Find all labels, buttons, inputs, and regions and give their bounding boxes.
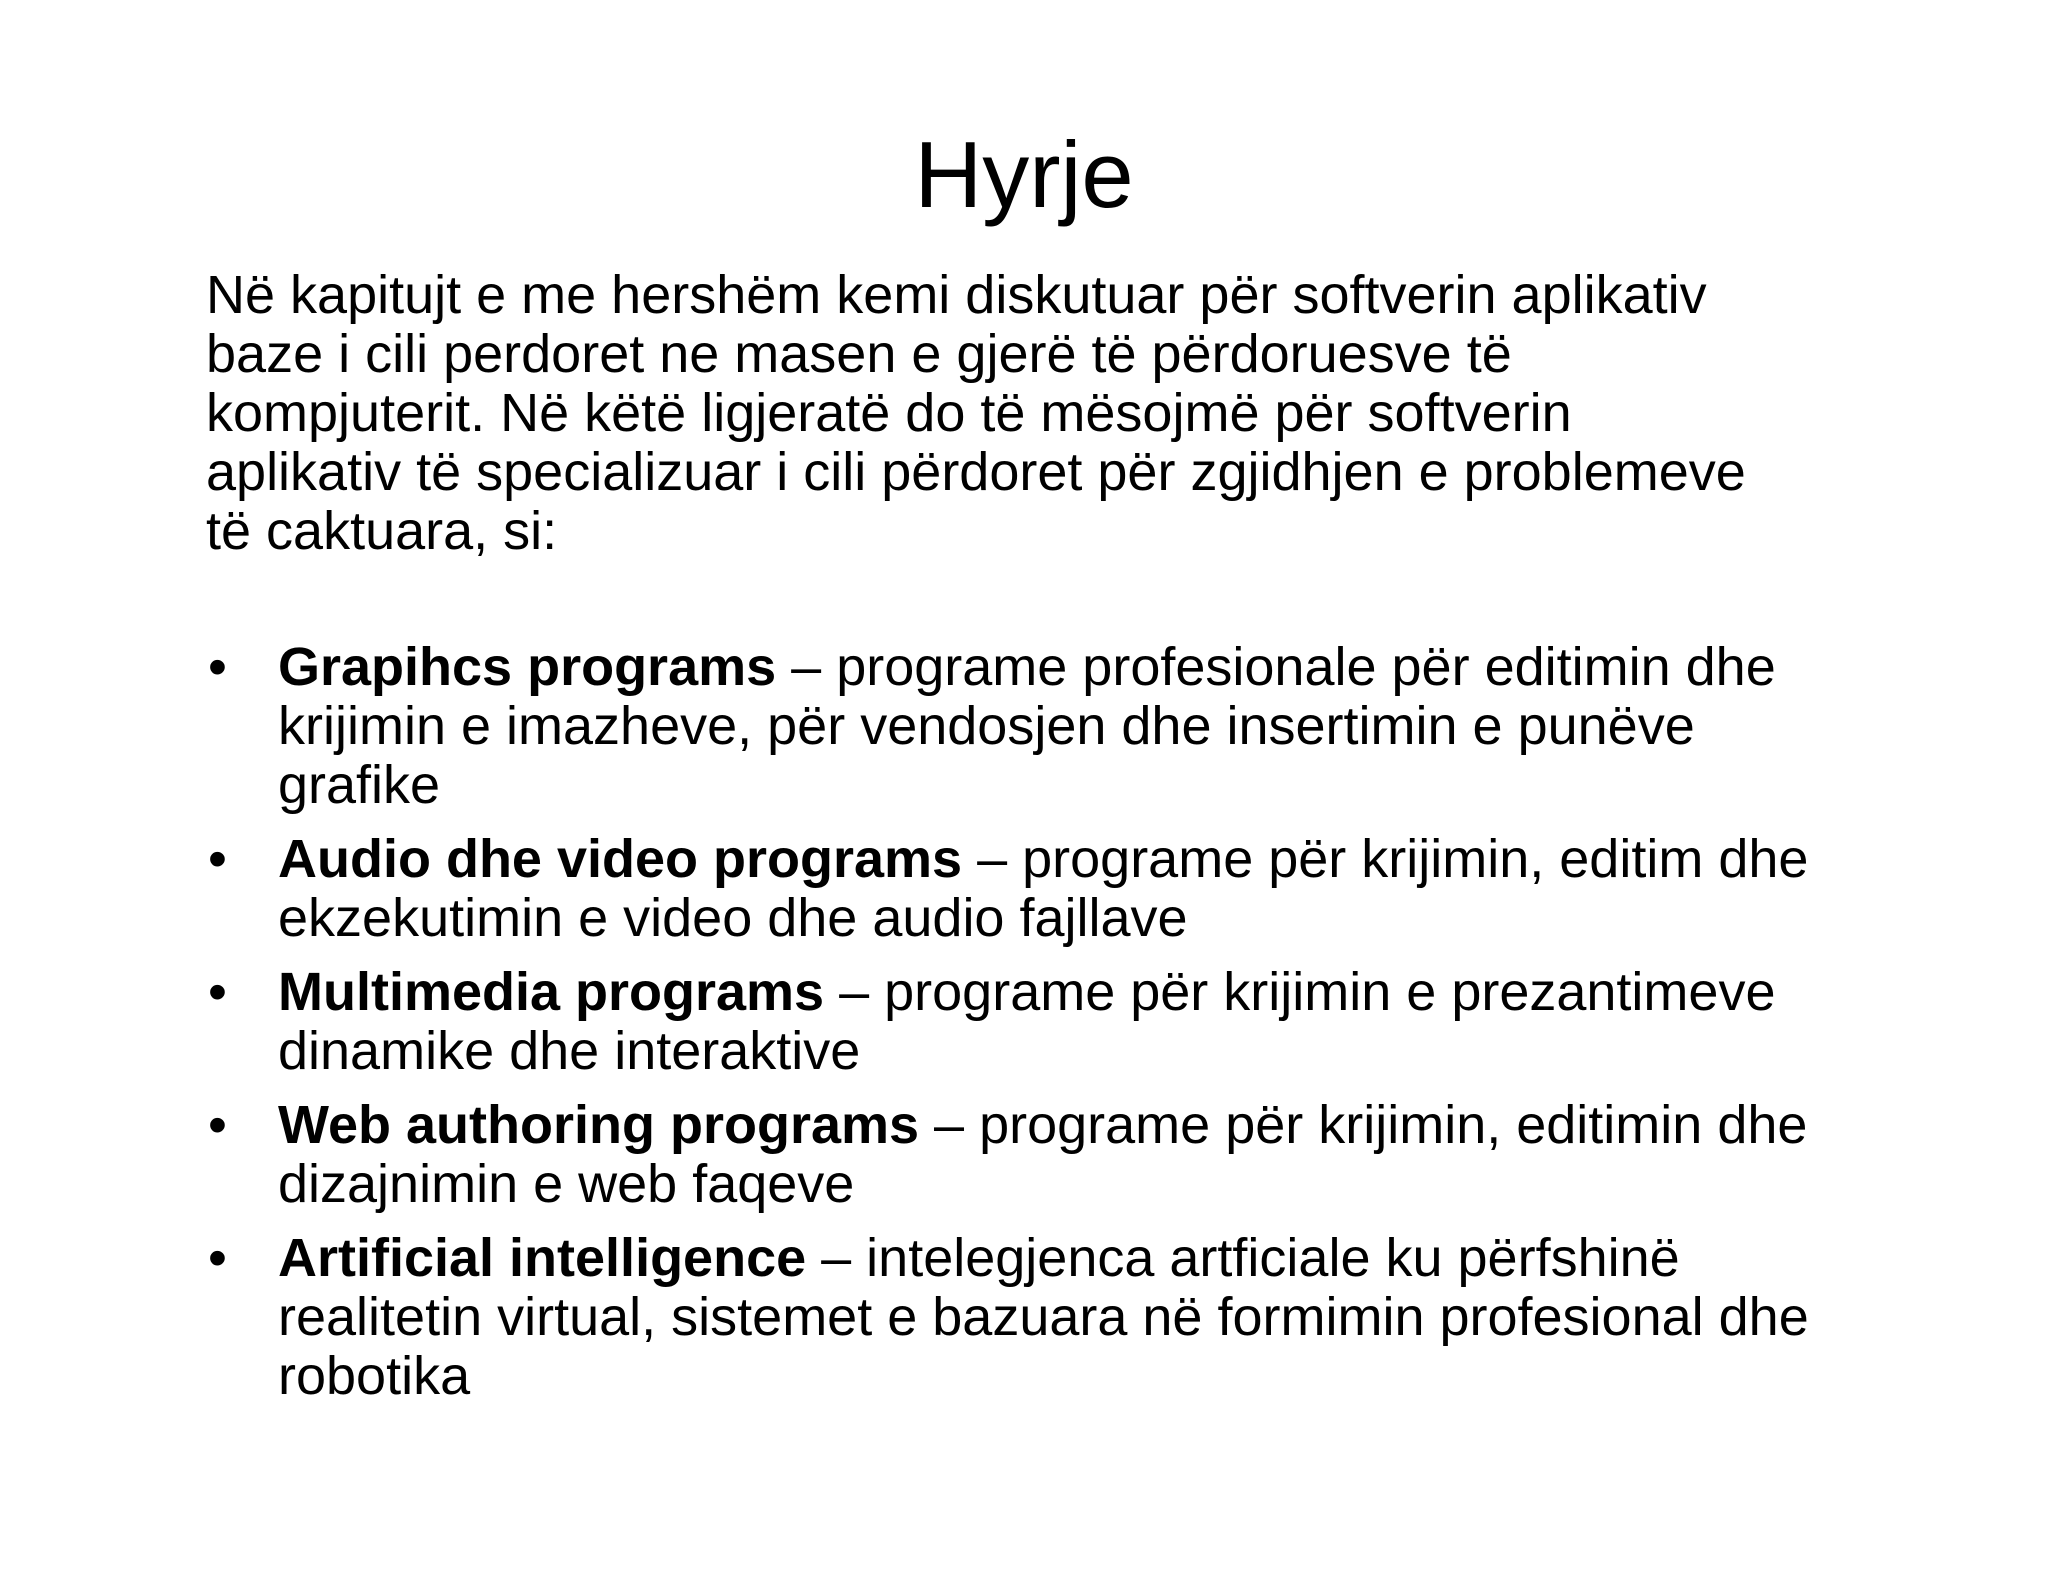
bullet-term: Grapihcs programs	[278, 637, 777, 697]
intro-paragraph: Në kapitujt e me hershëm kemi diskutuar për softverin aplikativ baze i cili perdoret ne masen e gjerë të përdoruesve të kompjuterit. Në këtë ligjeratë do të mësojmë për softverin aplikativ të specializuar i cili përdoret për zgjidhjen e problemeve të caktuara, si:	[206, 265, 1746, 561]
bullet-icon: •	[208, 637, 227, 697]
bullet-description: – programe profesionale për editimin dhe krijimin e imazheve, për vendosjen dhe insertimin e punëve grafike	[278, 637, 1776, 815]
bullet-description: – programe për krijimin, editim dhe ekzekutimin e video dhe audio fajllave	[278, 829, 1809, 948]
bullet-item-graphics	[206, 638, 1856, 815]
bullet-item-artificial-intelligence	[206, 1229, 1856, 1406]
bullet-item-multimedia	[206, 963, 1856, 1081]
slide-title: Hyrje	[914, 122, 1134, 227]
bullet-icon: •	[208, 1095, 227, 1155]
bullet-term: Web authoring programs	[278, 1095, 920, 1155]
bullet-term: Artificial intelligence	[278, 1228, 807, 1288]
bullet-icon: •	[208, 1228, 227, 1288]
bullet-item-audio-video	[206, 830, 1856, 948]
bullet-list	[206, 638, 1856, 1421]
bullet-description: – intelegjenca artficiale ku përfshinë realitetin virtual, sistemet e bazuara në formimin profesional dhe robotika	[278, 1228, 1809, 1406]
bullet-icon: •	[208, 962, 227, 1022]
bullet-term: Multimedia programs	[278, 962, 825, 1022]
bullet-description: – programe për krijimin e prezantimeve dinamike dhe interaktive	[278, 962, 1776, 1081]
bullet-item-web-authoring	[206, 1096, 1856, 1214]
bullet-term: Audio dhe video programs	[278, 829, 963, 889]
bullet-icon: •	[208, 829, 227, 889]
bullet-description: – programe për krijimin, editimin dhe dizajnimin e web faqeve	[278, 1095, 1808, 1214]
